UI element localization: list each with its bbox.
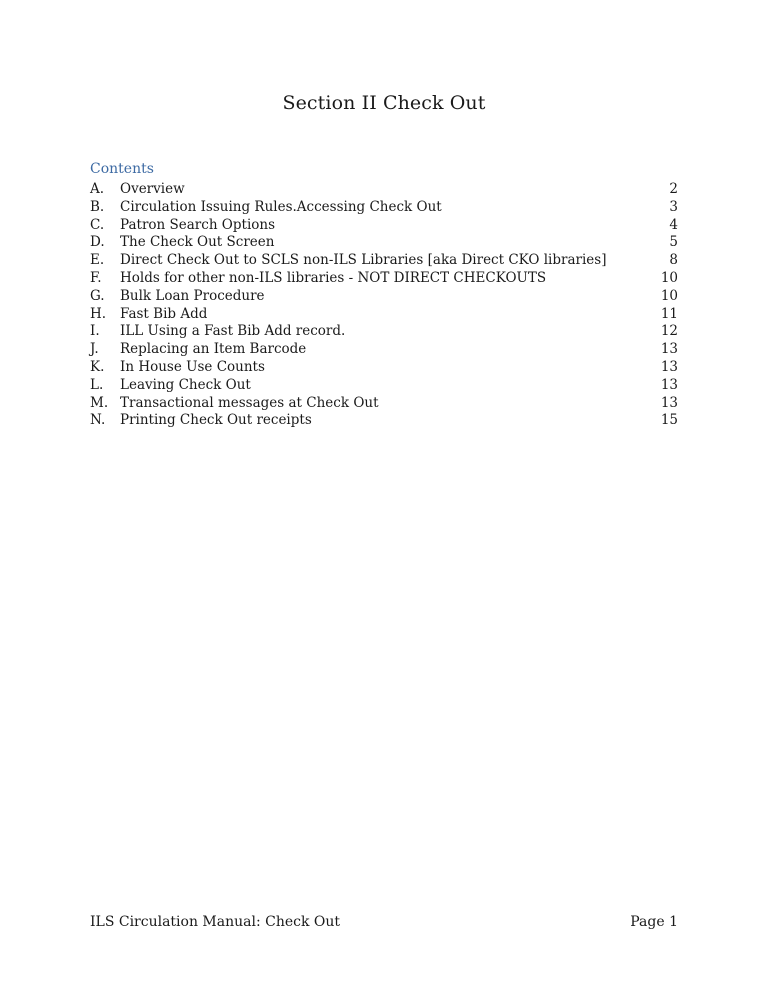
toc-text: Replacing an Item Barcode [120,341,307,358]
toc-page-number: 13 [660,358,678,375]
toc-text: Direct Check Out to SCLS non-ILS Libraries [aka Direct CKO libraries] [120,252,607,269]
toc-page-number: 12 [660,323,678,340]
footer-page-number: Page 1 [630,914,678,930]
toc-page-number: 3 [669,198,678,215]
table-of-contents [90,181,678,430]
toc-page-number: 13 [660,341,678,358]
toc-text: Fast Bib Add [120,305,208,322]
toc-entry-patron-search-options[interactable] [90,217,678,235]
toc-letter: I. [90,323,100,340]
toc-entry-overview[interactable] [90,181,678,199]
toc-text: Overview [120,181,185,197]
toc-entry-fast-bib-add[interactable] [90,306,678,324]
toc-letter: H. [90,305,107,322]
toc-entry-bulk-loan-procedure[interactable] [90,288,678,306]
toc-letter: M. [90,394,109,411]
toc-text: Bulk Loan Procedure [120,287,265,304]
toc-text: Circulation Issuing Rules.Accessing Check Out [120,198,442,215]
toc-entry-ill-fast-bib-add[interactable] [90,323,678,341]
toc-letter: K. [90,358,105,375]
toc-letter: C. [90,216,105,233]
toc-entry-printing-receipts[interactable] [90,412,678,430]
toc-page-number: 11 [660,305,678,322]
toc-page-number: 4 [669,216,678,233]
toc-page-number: 10 [660,269,678,286]
toc-text: Patron Search Options [120,216,276,233]
toc-text: Holds for other non-ILS libraries - NOT DIRECT CHECKOUTS [120,269,547,286]
toc-text: Transactional messages at Check Out [120,394,379,411]
toc-page-number: 5 [669,234,678,251]
toc-page-number: 2 [669,181,678,197]
toc-letter: G. [90,287,105,304]
toc-text: ILL Using a Fast Bib Add record. [120,323,346,340]
toc-entry-in-house-use-counts[interactable] [90,359,678,377]
toc-text: Printing Check Out receipts [120,412,312,429]
toc-text: In House Use Counts [120,358,265,375]
toc-letter: A. [90,181,105,197]
toc-page-number: 8 [669,252,678,269]
toc-entry-circulation-issuing-rules[interactable] [90,199,678,217]
toc-letter: L. [90,376,104,393]
toc-page-number: 10 [660,287,678,304]
toc-text: The Check Out Screen [120,234,275,251]
toc-page-number: 13 [660,394,678,411]
toc-entry-transactional-messages[interactable] [90,395,678,413]
toc-entry-holds-non-ils[interactable] [90,270,678,288]
toc-letter: B. [90,198,105,215]
footer-manual-title: ILS Circulation Manual: Check Out [90,914,341,930]
toc-entry-check-out-screen[interactable] [90,234,678,252]
toc-letter: J. [90,341,99,358]
toc-entry-replacing-item-barcode[interactable] [90,341,678,359]
toc-text: Leaving Check Out [120,376,251,393]
toc-letter: E. [90,252,105,269]
page-title: Section II Check Out [282,92,486,114]
toc-page-number: 15 [660,412,678,429]
toc-letter: N. [90,412,106,429]
toc-letter: D. [90,234,105,251]
toc-heading: Contents [90,161,154,177]
toc-page-number: 13 [660,376,678,393]
toc-letter: F. [90,269,102,286]
toc-entry-direct-check-out[interactable] [90,252,678,270]
toc-entry-leaving-check-out[interactable] [90,377,678,395]
